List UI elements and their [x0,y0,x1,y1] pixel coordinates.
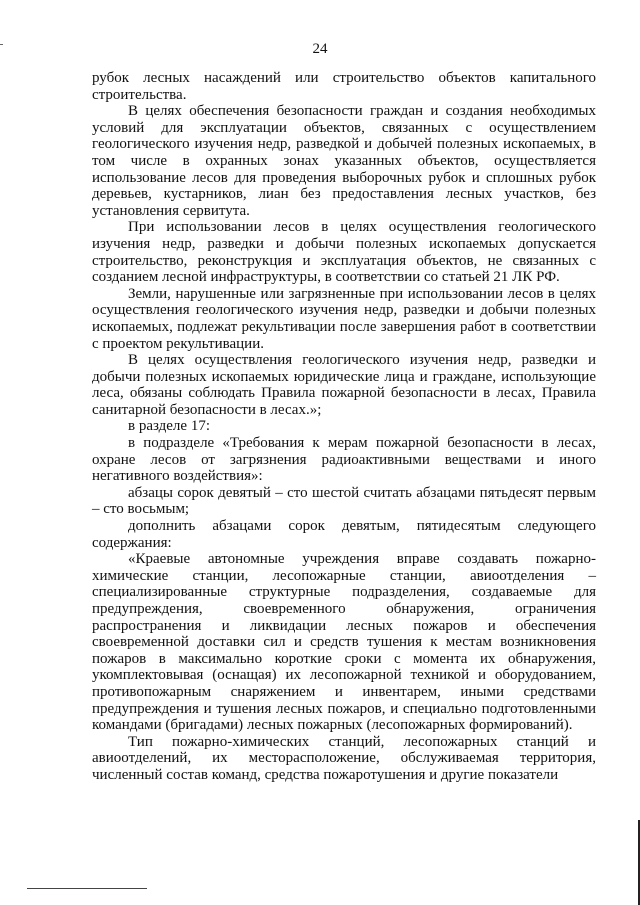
paragraph-renumbering: абзацы сорок девятый – сто шестой считать абзацами пятьдесят первым – сто восьмым; [92,484,596,518]
paragraph-supplement: дополнить абзацами сорок девятым, пятидесятым следующего содержания: [92,518,596,551]
paragraph-fire-stations: «Краевые автономные учреждения вправе создавать пожарно-химические станции, лесопожарные станции, авиоотделения – специализированные структурные подразделения, создаваемые для предупреждения, своевременного обнаружения, ограничения распространения и ликвидации лесных пожаров и обеспечения своевременной доставки сил и средств тушения к местам возникновения пожаров в максимально короткие сроки с момента их обнаружения, укомплектовывая (оснащая) их лесопожарной техникой и оборудованием, противопожарным снаряжением и инвентарем, иными средствами предупреждения и тушения лесных пожаров, и специально подготовленными командами (бригадами) лесных пожарных (лесопожарных формирований). [92,551,596,734]
paragraph-subsection: в подразделе «Требования к мерам пожарной безопасности в лесах, охране лесов от загрязнения радиоактивными веществами и иного негативного воздействия»: [92,435,596,485]
bottom-rule [27,888,147,889]
paragraph-station-types: Тип пожарно-химических станций, лесопожарных станций и авиоотделений, их месторасположение, обслуживаемая территория, численный состав команд, средства пожаротушения и другие показатели [92,733,596,783]
paragraph-safety-conditions: В целях обеспечения безопасности граждан и создания необходимых условий для эксплуатации объектов, связанных с осуществлением геологического изучения недр, разведкой и добычей полезных ископаемых, в том числе в охранных зонах указанных объектов, осуществляется использование лесов для проведения выборочных рубок и сплошных рубок деревьев, кустарников, лиан без предоставления лесных участков, без установления сервитута. [92,103,596,219]
page-number: 24 [312,41,328,57]
paragraph-fire-rules: В целях осуществления геологического изучения недр, разведки и добычи полезных ископаемых юридические лица и граждане, использующие леса, обязаны соблюдать Правила пожарной безопасности в лесах, Правила санитарной безопасности в лесах.»; [92,352,596,418]
paragraph-section-17: в разделе 17: [128,418,210,435]
paragraph-construction: При использовании лесов в целях осуществления геологического изучения недр, разведки и добычи полезных ископаемых допускается строительство, реконструкция и эксплуатация объектов, не связанных с созданием лесной инфраструктуры, в соответствии со статьей 21 ЛК РФ. [92,219,596,286]
paragraph-continuation: рубок лесных насаждений или строительство объектов капитального строительства. [92,70,596,103]
paragraph-recultivation: Земли, нарушенные или загрязненные при использовании лесов в целях осуществления геологического изучения недр, разведки и добычи полезных ископаемых, подлежат рекультивации после завершения работ в соответствии с проектом рекультивации. [92,285,596,352]
document-body [92,70,596,784]
